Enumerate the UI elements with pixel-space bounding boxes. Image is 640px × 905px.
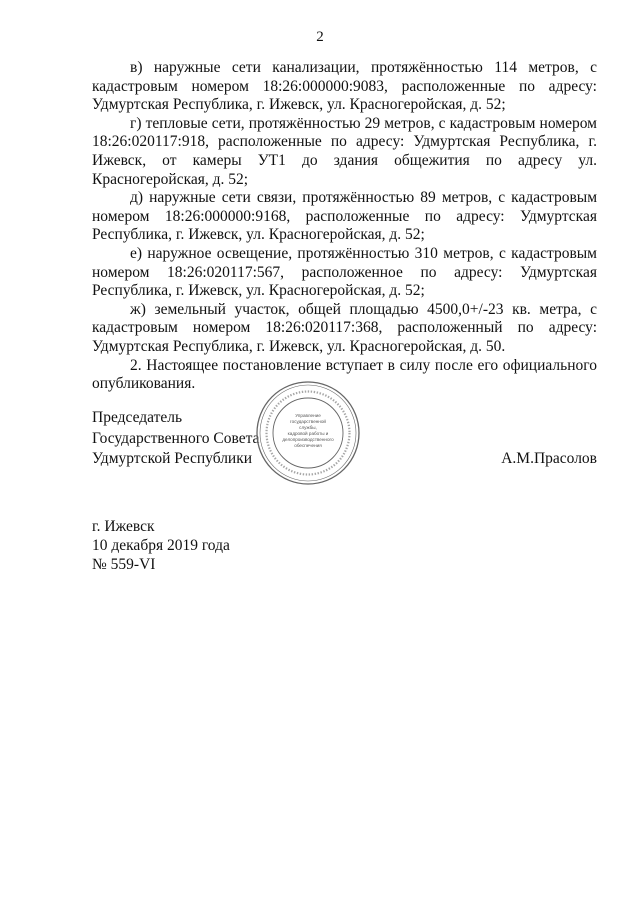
signer-title-line-1: Председатель (92, 409, 183, 426)
seal-text-line-1: Управление (295, 413, 321, 418)
paragraph-item-d: д) наружные сети связи, протяжённостью 89 метров, с кадастровым номером 18:26:000000:9168, расположенные по адресу: Удмуртская Республика, г. Ижевск, ул. Красногеройская, д. 52; (92, 189, 597, 244)
page-number: 2 (316, 29, 324, 45)
signer-name: А.М.Прасолов (501, 450, 597, 467)
paragraph-item-zh: ж) земельный участок, общей площадью 4500,0+/-23 кв. метра, с кадастровым номером 18:26:020117:368, расположенный по адресу: Удмуртская Республика, г. Ижевск, ул. Красногеройская, д. 50. (92, 300, 597, 355)
seal-text-line-4: кадровой работы и (287, 431, 329, 436)
paragraph-item-g: г) тепловые сети, протяжённостью 29 метров, с кадастровым номером 18:26:020117:918, расположенные по адресу: Удмуртская Республика, г. Ижевск, от камеры УТ1 до здания общежития по адресу ул. Красногеройская, д. 52; (92, 114, 597, 188)
seal-text-line-2: государственной (290, 419, 326, 424)
document-number-line: № 559-VI (92, 556, 156, 573)
date-line: 10 декабря 2019 года (92, 537, 230, 554)
seal-text-line-5: делопроизводственного (282, 437, 334, 442)
city-line: г. Ижевск (92, 518, 155, 535)
official-seal-stamp (255, 380, 361, 486)
signer-title-line-3: Удмуртской Республики (92, 450, 253, 467)
paragraph-item-v: в) наружные сети канализации, протяжённостью 114 метров, с кадастровым номером 18:26:000000:9083, расположенные по адресу: Удмуртская Республика, г. Ижевск, ул. Красногеройская, д. 52; (92, 59, 597, 114)
document-body (92, 59, 597, 394)
paragraph-item-e: е) наружное освещение, протяжённостью 310 метров, с кадастровым номером 18:26:020117:567, расположенное по адресу: Удмуртская Республика, г. Ижевск, ул. Красногеройская, д. 52; (92, 244, 597, 300)
signer-title-line-2: Государственного Совета (92, 429, 260, 447)
seal-text-line-6: обеспечения (294, 443, 322, 448)
place-and-date-block (92, 517, 230, 574)
paragraph-effective-date: 2. Настоящее постановление вступает в силу после его официального опубликования. (92, 356, 597, 393)
seal-text-line-3: службы, (299, 425, 317, 430)
